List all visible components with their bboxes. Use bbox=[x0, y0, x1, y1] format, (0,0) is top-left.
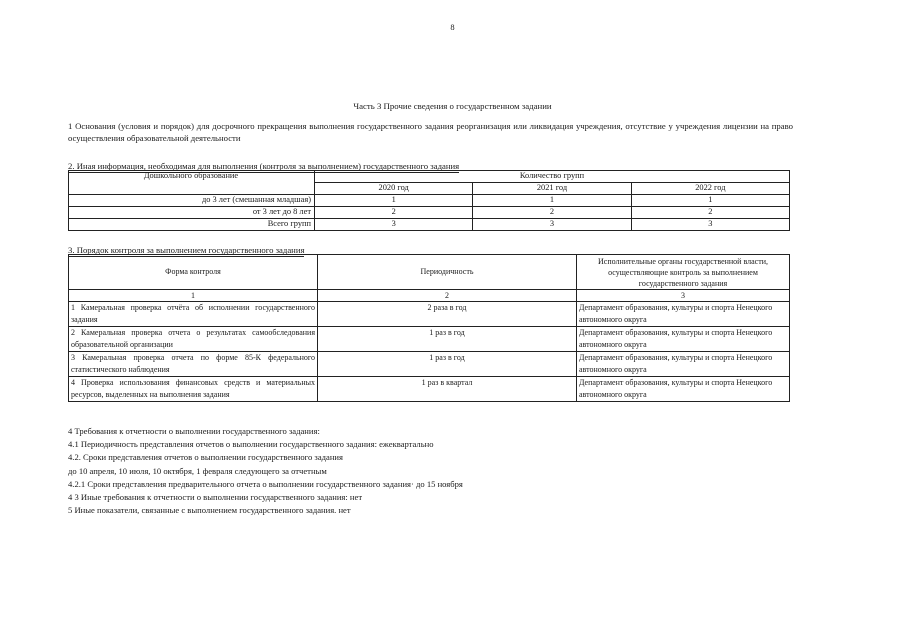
section3-title: 3. Порядок контроля за выполнением государственного задания bbox=[68, 245, 305, 255]
control-form: 4 Проверка использования финансовых средств и материальных ресурсов, выделенных на выполнения задания bbox=[69, 377, 318, 402]
section2-title: 2. Иная информация, необходимая для выполнения (контроля за выполнением) государственного задания bbox=[68, 161, 460, 171]
cell-value: 3 bbox=[315, 219, 473, 231]
section4-block bbox=[68, 425, 808, 517]
control-org: Департамент образования, культуры и спорта Ненецкого автономного округа bbox=[577, 377, 790, 402]
section4-line: 4.2. Сроки представления отчетов о выполнении государственного задания bbox=[68, 452, 343, 463]
header-control-form: Форма контроля bbox=[69, 255, 318, 290]
section4-line: 4.2.1 Сроки представления предварительного отчета о выполнении государственного задания· до 15 ноября bbox=[68, 478, 463, 489]
part-title: Часть 3 Прочие сведения о государственном задании bbox=[353, 101, 552, 111]
cell-value: 1 bbox=[631, 195, 789, 207]
cell-value: 1 bbox=[315, 195, 473, 207]
section4-line: 4.1 Периодичность представления отчетов о выполнении государственного задания: ежеквартально bbox=[68, 439, 434, 450]
cell-value: 2 bbox=[315, 207, 473, 219]
control-org: Департамент образования, культуры и спорта Ненецкого автономного округа bbox=[577, 302, 790, 327]
column-number: 2 bbox=[318, 290, 577, 302]
control-table-numbers bbox=[69, 290, 790, 302]
cell-value: 1 bbox=[473, 195, 631, 207]
year-header: 2020 год bbox=[315, 183, 473, 195]
section4-line: 4 Требования к отчетности о выполнении государственного задания: bbox=[68, 426, 320, 436]
table-row bbox=[69, 327, 790, 352]
year-header: 2022 год bbox=[631, 183, 789, 195]
groups-table-header bbox=[69, 171, 790, 183]
table-row bbox=[69, 195, 790, 207]
section4-line: 5 Иные показатели, связанные с выполнением государственного задания. нет bbox=[68, 505, 351, 516]
table-row bbox=[69, 302, 790, 327]
table-row bbox=[69, 377, 790, 402]
control-org: Департамент образования, культуры и спорта Ненецкого автономного округа bbox=[577, 352, 790, 377]
header-groups-count: Количество групп bbox=[315, 171, 790, 183]
cell-value: 3 bbox=[473, 219, 631, 231]
control-period: 1 раз в год bbox=[318, 327, 577, 352]
year-header: 2021 год bbox=[473, 183, 631, 195]
column-number: 3 bbox=[577, 290, 790, 302]
row-label: до 3 лет (смешанная младшая) bbox=[69, 195, 315, 207]
table-row bbox=[69, 207, 790, 219]
cell-value: 2 bbox=[631, 207, 789, 219]
column-number: 1 bbox=[69, 290, 318, 302]
row-label: от 3 лет до 8 лет bbox=[69, 207, 315, 219]
control-period: 1 раз в год bbox=[318, 352, 577, 377]
control-form: 1 Камеральная проверка отчёта об исполнении государственного задания bbox=[69, 302, 318, 327]
row-label: Всего групп bbox=[69, 219, 315, 231]
control-table bbox=[68, 254, 790, 402]
groups-table bbox=[68, 170, 790, 231]
table-row bbox=[69, 219, 790, 231]
cell-value: 2 bbox=[473, 207, 631, 219]
control-period: 1 раз в квартал bbox=[318, 377, 577, 402]
control-table-header bbox=[69, 255, 790, 290]
control-org: Департамент образования, культуры и спорта Ненецкого автономного округа bbox=[577, 327, 790, 352]
page-number: 8 bbox=[450, 22, 455, 32]
section4-line: до 10 апреля, 10 июля, 10 октября, 1 февраля следующего за отчетным bbox=[68, 465, 327, 476]
header-executive-bodies: Исполнительные органы государственной власти, осуществляющие контроль за выполнением государственного задания bbox=[577, 255, 790, 290]
header-preschool: Дошкольного образование bbox=[69, 171, 315, 195]
table-row bbox=[69, 352, 790, 377]
control-period: 2 раза в год bbox=[318, 302, 577, 327]
control-form: 3 Камеральная проверка отчета по форме 85-К федерального статистического наблюдения bbox=[69, 352, 318, 377]
section1-text: 1 Основания (условия и порядок) для досрочного прекращения выполнения государственного задания реорганизация или ликвидация учреждения, отсутствие у учреждения лицензии на право осуществления образовательной деятельности bbox=[68, 121, 793, 143]
section4-line: 4 3 Иные требования к отчетности о выполнении государственного задания: нет bbox=[68, 492, 363, 503]
control-form: 2 Камеральная проверка отчета о результатах самообследования образовательной организации bbox=[69, 327, 318, 352]
cell-value: 3 bbox=[631, 219, 789, 231]
header-periodicity: Периодичность bbox=[318, 255, 577, 290]
